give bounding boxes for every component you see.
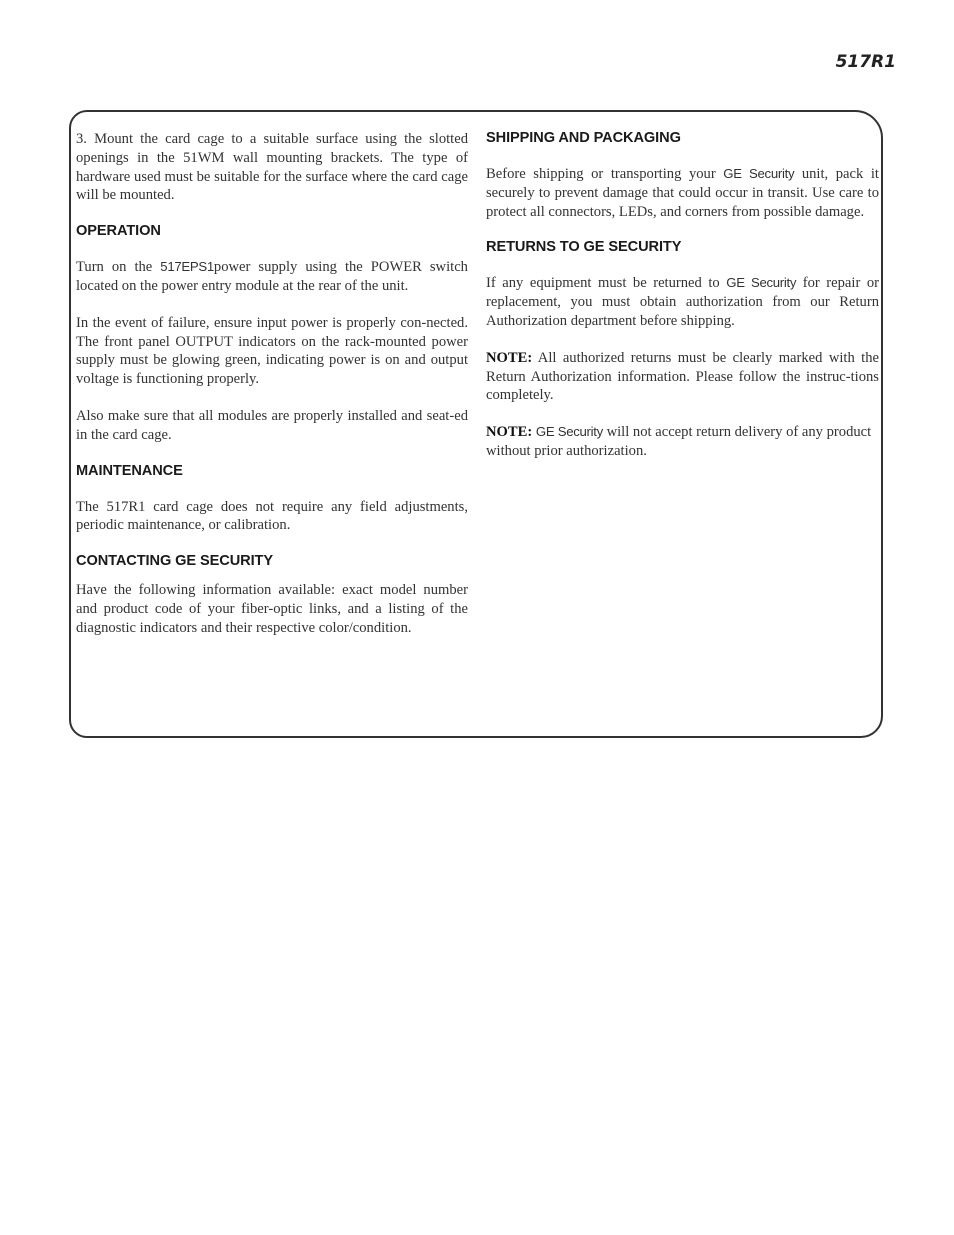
operation-heading: OPERATION <box>76 223 161 240</box>
install-step-3: 3. Mount the card cage to a suitable surface using the slotted openings in the 51WM wall mounting brackets. The type of hardware used must be suitable for the surface where the card cage will be mounted. <box>76 131 468 204</box>
contacting-paragraph: Have the following information available: exact model number and product code of your fiber-optic links, and a listing of the diagnostic indicators and their respective color/condition. <box>76 582 468 636</box>
maintenance-heading: MAINTENANCE <box>76 462 183 479</box>
page-model-header: 517R1 <box>835 52 896 72</box>
operation-paragraph-2: In the event of failure, ensure input power is properly con-nected. The front panel OUTPUT indicators on the rack-mounted power supply must be glowing green, indicating power is on and output voltage is functioning properly. <box>76 314 468 388</box>
brand-name: GE Security <box>726 275 797 291</box>
returns-heading: RETURNS TO GE SECURITY <box>486 239 682 256</box>
operation-paragraph-1: Turn on the 517EPS1power supply using the POWER switch located on the power entry module at the rear of the unit. <box>76 259 468 294</box>
returns-note-2: NOTE: GE Security will not accept return delivery of any product without prior authorization. <box>486 424 872 459</box>
note-label: NOTE: <box>486 424 533 441</box>
returns-note-1: NOTE: All authorized returns must be clearly marked with the Return Authorization information. Please follow the instruc-tions completely. <box>486 349 879 404</box>
left-column <box>76 130 468 638</box>
contacting-heading: CONTACTING GE SECURITY <box>76 553 273 570</box>
brand-name: GE Security <box>723 166 795 181</box>
note-label: NOTE: <box>486 349 533 366</box>
right-column <box>486 130 879 461</box>
shipping-paragraph: Before shipping or transporting your GE Security unit, pack it securely to prevent damage that could occur in transit. Use care to protect all connectors, LEDs, and corners from possible damage. <box>486 166 879 220</box>
maintenance-paragraph: The 517R1 card cage does not require any field adjustments, periodic maintenance, or calibration. <box>76 498 468 534</box>
power-supply-model: 517EPS1 <box>160 259 214 275</box>
brand-name: GE Security <box>535 424 603 440</box>
shipping-heading: SHIPPING AND PACKAGING <box>486 130 681 146</box>
returns-paragraph: If any equipment must be returned to GE Security for repair or replacement, you must obtain authorization from our Return Authorization department before shipping. <box>486 275 879 329</box>
operation-paragraph-3: Also make sure that all modules are properly installed and seat-ed in the card cage. <box>76 407 468 443</box>
